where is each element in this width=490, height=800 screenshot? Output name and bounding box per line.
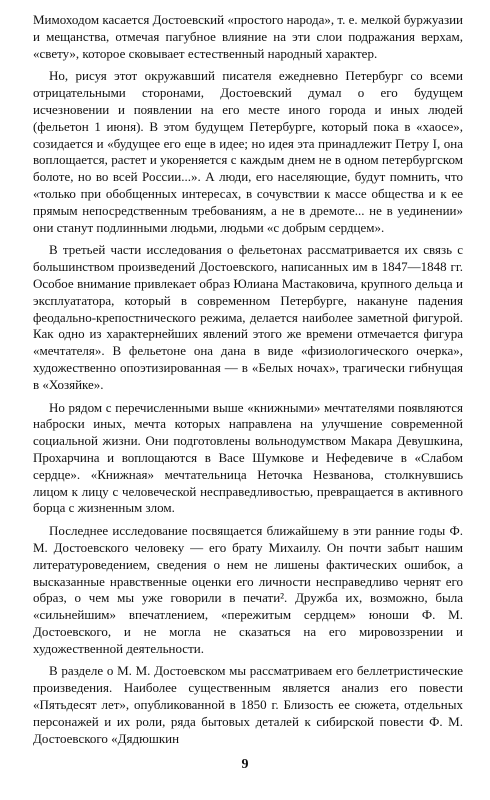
paragraph-6: В разделе о М. М. Достоевском мы рассматриваем его беллетристические произведения. Наиболее существенным является анализ его повести «Пятьдесят лет», опубликованной в 1850 г. Близость ее сюжета, отдельных персонажей и их роли, ряда бытовых деталей к сибирской повести Ф. М. Достоевского «Дядюшкин bbox=[33, 663, 463, 746]
paragraph-3: В третьей части исследования о фельетонах рассматривается их связь с большинством произведений Достоевского, написанных им в 1847—1848 гг. Особое внимание привлекает образ Юлиана Мастаковича, крупного дельца и эксплуататора, который в современном Петербурге, накануне падения феодально-крепостнического режима, делается наиболее заметной фигурой. Как одно из характернейших явлений этого же времени отмечается фигура «мечтателя». В фельетоне она дана в виде «физиологического очерка», художественно опоэтизированная — в «Белых ночах», трагически гибнущая в «Хозяйке». bbox=[33, 242, 463, 392]
paragraph-1: Мимоходом касается Достоевский «простого народа», т. е. мелкой буржуазии и мещанства, отмечая пагубное влияние на эти слои подражания верхам, «свету», которое сковывает естественный народный характер. bbox=[33, 12, 463, 61]
page-body bbox=[33, 12, 463, 753]
paragraph-4: Но рядом с перечисленными выше «книжными» мечтателями появляются наброски иных, мечта которых направлена на улучшение современной социальной жизни. Они подготовлены вольнодумством Макара Девушкина, Прохарчина и воплощаются в Васе Шумкове и Нефедевиче в «Слабом сердце». «Книжная» мечтательница Неточка Незванова, столкнувшись лицом к лицу с человеческой несправедливостью, превращается в активного борца с жизненным злом. bbox=[33, 399, 463, 516]
paragraph-2: Но, рисуя этот окружавший писателя ежедневно Петербург со всеми отрицательными сторонами, Достоевский думал о его будущем исчезновении и появлении на его месте иного города и иных людей (фельетон 1 июня). В этом будущем Петербурге, который пока в «хаосе», созидается и «будущее его еще в идее; но идея эта принадлежит Петру I, она воплощается, растет и укореняется с каждым днем не в одном петербургском болоте, но во всей России...». А люди, его населяющие, будут помнить, что «только при обобщенных интересах, в сочувствии к массе общества и к ее прямым непосредственным требованиям, а не в дремоте... не в уединении» они станут подлинными людьми, людьми «с добрым сердцем». bbox=[33, 68, 463, 235]
paragraph-5: Последнее исследование посвящается ближайшему в эти ранние годы Ф. М. Достоевского человеку — его брату Михаилу. Он почти забыт нашим литературоведением, сведения о нем не лишены фактических ошибок, а высказанные нравственные оценки его личности несправедливо чернят его образ, о чем мы уже говорили в печати². Дружба их, возможно, была «сильнейшим» впечатлением, «пережитым сердцем» юноши Ф. М. Достоевского, и не могла не сказаться на его мировоззрении и художественной деятельности. bbox=[33, 523, 463, 656]
page-number: 9 bbox=[241, 757, 249, 772]
